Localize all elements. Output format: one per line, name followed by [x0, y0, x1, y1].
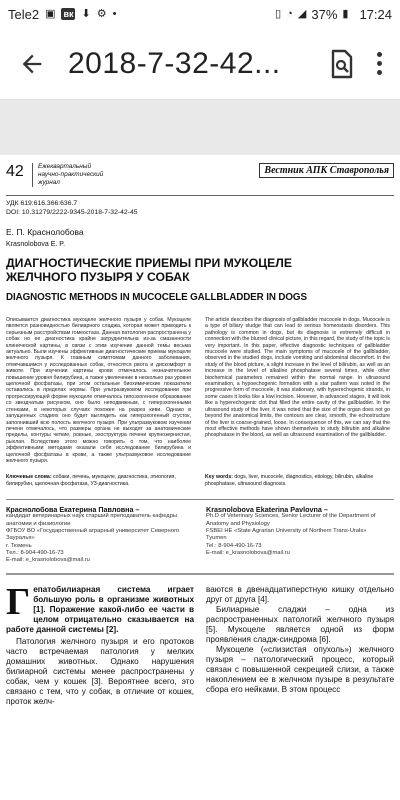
divider: [6, 573, 394, 575]
battery-percent: 37%: [311, 6, 338, 22]
carrier-label: Tele2: [8, 6, 40, 22]
signal-icon: ◢: [297, 7, 307, 20]
page-header: [6, 163, 394, 193]
paragraph: ваются в двенадцатиперстную кишку отдельно друг от друга [4].: [206, 584, 394, 604]
keywords-en: Key words: dogs, liver, mucocele, diagnostics, etiology, bilirubin, alkaline phosphatase, ultrasound diagnosis.: [205, 474, 374, 487]
clock: 17:24: [359, 6, 392, 22]
paragraph: Мукоцеле («слизистая опухоль») желчного пузыря – патологический процесс, который связан с повышенной секрецией слизи, а также накоплением ее в желчном пузыре в результате сбора его нейками. В этом процесс: [206, 644, 394, 694]
udk-code: УДК 619:616.366:636.7: [6, 200, 78, 207]
image-notification-icon: ▣: [45, 7, 56, 20]
vibrate-icon: ▯: [275, 7, 282, 20]
drop-cap: Г: [6, 580, 31, 623]
vk-icon: вк: [63, 9, 74, 19]
divider: [6, 499, 394, 500]
search-document-icon: [329, 49, 355, 79]
abstract-ru: Описывается диагностика мукоцеле желчного пузыря у собак. Мукоцеле является разновидностью билиарного сладжа, которая может приводить к серьезным расстройствам гомеостаза. Данная патология распространена у собак но ее диагностика крайне затруднительна из-за смазанности клинической картины, в связи с этим изучение данной темы весьма актуально. Были изучены эффективные диагностические приемы мукоцеле желчного пузыря. К главным симптомам данного заболевания, отмечавшимся у исследованных собак, относятся рвота и дискомфорт в животе. При изучении картины крови отмечалось незначительное повышение уровня билирубина, а также увеличение в несколько раз уровня щелочной фосфатазы, при этом остальные биохимические показатели оставались в пределах нормы. При ультразвуковом исследовании при прогрессирующей форме мукоцеле отмечалось гипоэхогенное образование со звездчатым рисунком, оно было неподвижным, с гиперэхогенными стенками, в некоторых случаях похожее на разрез киви. Однако в запущенных стадиях оно будет выглядеть как гиперэхогенный сгусток, заполнивший всю полость желчного пузыря. При ультразвуковом изучении печени отмечалось, что размеры органа не выходят за анатомические пределы, контуры четкие, ровные, эхоструктура печени крупнозернистая, рыхлая. Вследствие этого можно говорить о том, что наиболее эффективными методами оказали себя исследование билирубина и щелочной фосфатазы в крови, а также ультразвуковое исследование желчного пузыря.: [6, 317, 191, 464]
abstracts: [6, 317, 394, 464]
journal-logo: Вестник АПК Ставрополья: [259, 163, 394, 178]
doi: DOI: 10.31279/2222-9345-2018-7-32-42-45: [6, 208, 138, 216]
document-page[interactable]: [0, 155, 400, 800]
document-title: 2018-7-32-42...: [68, 46, 281, 80]
article-title-ru: ДИАГНОСТИЧЕСКИЕ ПРИЕМЫ ПРИ МУКОЦЕЛЕ ЖЕЛЧНОГО ПУЗЫРЯ У СОБАК: [6, 256, 292, 284]
search-button[interactable]: [320, 42, 364, 86]
more-vert-icon: [377, 52, 382, 57]
author-ru: Е. П. Краснолобова: [6, 227, 84, 237]
abstract-en: The article describes the diagnosis of gallbladder mucocele in dogs. Mucocele is a type of biliary sludge that can lead to serious homeostasis disorders. This pathology is common in dogs, but its diagnosis is extremely difficult in connection with the blurred clinical picture, in this regard, the study of the topic is very important. In this paper, effective diagnostic techniques of gallbladder mucocele were studied. The main symptoms of mucocele of the gallbladder, observed in the studied dogs, include vomiting and abdominal discomfort. In the study of the blood picture, a slight increase in the level of bilirubin, as well as an increase in the level of alkaline phosphatase several times, while other biochemical parameters remained within the normal range. In ultrasound examination, a hypoechogenic formation with a star pattern was noted in the progressive form of mucocele, it was stationary, with hyperechogenic strands, in some cases it looks like a kiwi incision. However, in advanced stages, it will look like a hyperechogenic clot that filled the entire cavity of the gallbladder. In the ultrasound study of the liver, it was noted that the size of the organ does not go beyond the anatomical limits, the contours are clear, smooth, the echostructure of the liver is coarse-grained, loose. In consequence of this, we can say that the most effective methods have shown themselves to study bilirubin and alkaline phosphatase in the blood, as well as ultrasound examination of the gallbladder.: [205, 317, 390, 439]
download-icon: ⬇: [81, 7, 91, 20]
article-title-en: DIAGNOSTIC METHODS IN MUCOCELE GALLBLADDER IN DOGS: [6, 292, 307, 303]
body-column-right: [206, 585, 394, 707]
keywords: [6, 474, 394, 487]
battery-icon: ▮: [342, 7, 349, 20]
back-button[interactable]: [4, 36, 60, 92]
paragraph: Патология желчного пузыря и его протоков часто встречаемая патология у мелких домашних животных. Однако нарушения билиарной системы менее распространены у собак, чем у кошек [3]. Вероятнее всего, это связано с тем, что у собак, в отличие от кошек, проток желч-: [6, 636, 194, 706]
article-body: [6, 580, 394, 707]
journal-description: Ежеквартальный научно-практический журнал: [32, 163, 152, 187]
more-notifications-icon: •: [112, 7, 117, 20]
arrow-left-icon: [18, 50, 46, 78]
settings-icon: ⚙: [96, 7, 107, 20]
keywords-ru: Ключевые слова: собаки, печень, мукоцеле, диагностика, этиология, билирубин, щелочная фосфатаза, УЗ-диагностика.: [6, 474, 176, 487]
status-bar: [0, 0, 400, 28]
wifi-icon: ◔: [286, 7, 293, 20]
app-bar: [0, 28, 400, 100]
paragraph: Билиарные сладжи – одна из распространенных патологий желчного пузыря [5]. Мукоцеле является одной из форм проявления сладж-синдрома [6].: [206, 604, 394, 644]
more-options-button[interactable]: [364, 42, 394, 86]
contact-ru: Краснолобова Екатерина Павловна – кандидат ветеринарных наук старший преподаватель кафедры анатомии и физиологии ФГБОУ ВО «Государственный аграрный университет Северного Зауралья» г. Тюмень Тел.: 8-904-490-16-73 E-mail: e_krasnolobova@mail.ru: [6, 505, 180, 564]
body-column-left: [6, 580, 194, 707]
contact-en: Krasnolobova Ekaterina Pavlovna – Ph.D of Veterinary Sciences, Senior Lecturer of the Department of Anatomy and Physiology FSBEI HE «State Agrarian University of Northern Trans-Urals» Tyumen Tel.: 8-904-490-16-73 E-mail: e_krasnolobova@mail.ru: [206, 505, 376, 556]
page-number: 42: [6, 163, 24, 180]
divider: [6, 195, 394, 196]
lead-paragraph: епатобилиарная система играет большую роль в организме животных [1]. Поражение какой-либо ее части в целом отрицательно сказывается на работе данной системы [2].: [6, 584, 194, 634]
author-contacts: [6, 506, 394, 564]
author-en: Krasnolobova E. P.: [6, 241, 66, 248]
